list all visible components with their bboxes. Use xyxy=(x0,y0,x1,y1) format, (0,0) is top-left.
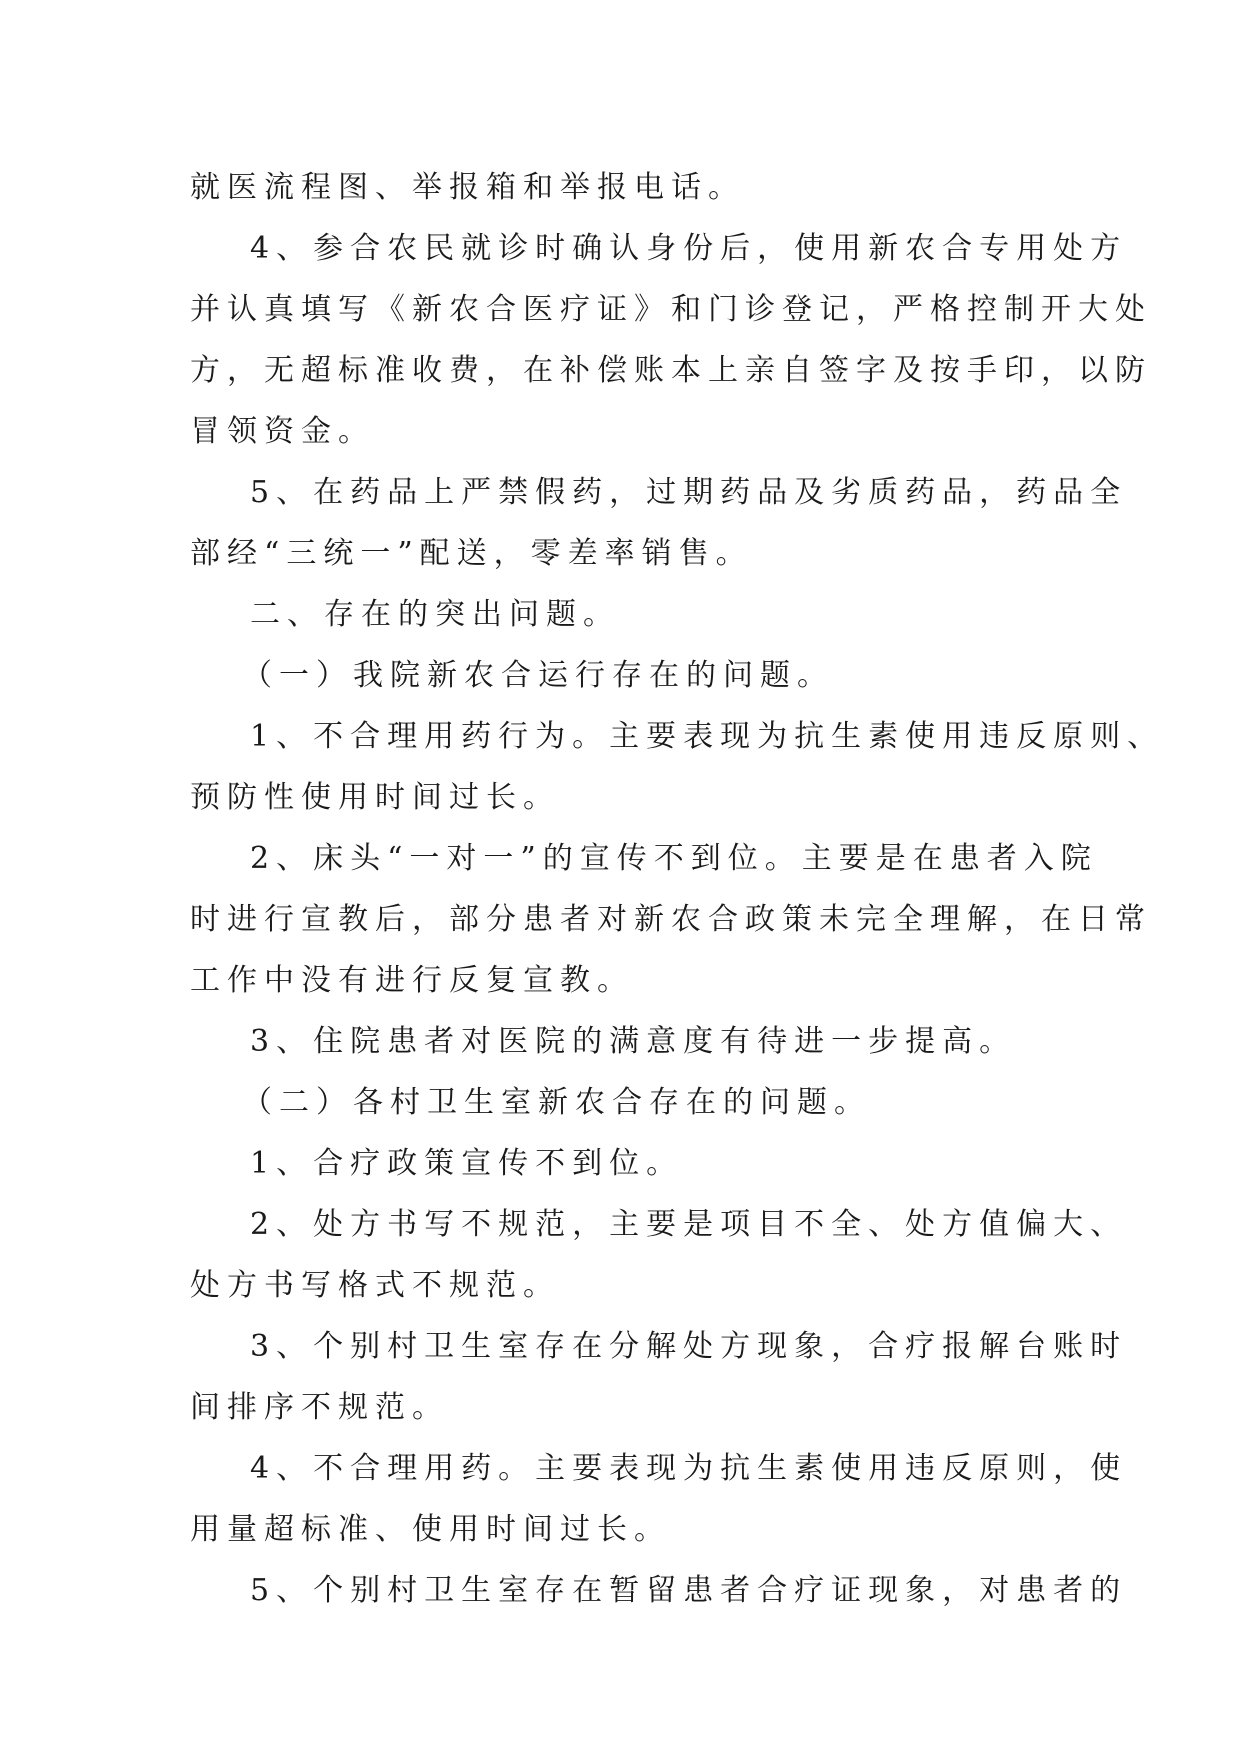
text-line: 1、不合理用药行为。主要表现为抗生素使用违反原则、 xyxy=(250,719,1165,754)
text-line: 就医流程图、举报箱和举报电话。 xyxy=(190,170,745,205)
text-line: 处方书写格式不规范。 xyxy=(190,1268,560,1303)
document-body xyxy=(190,157,1165,1621)
text-line: 5、在药品上严禁假药，过期药品及劣质药品，药品全 xyxy=(250,475,1128,510)
text-line: 冒领资金。 xyxy=(190,414,375,449)
text-line: 部经“三统一”配送，零差率销售。 xyxy=(190,536,753,571)
text-line: 并认真填写《新农合医疗证》和门诊登记，严格控制开大处 xyxy=(190,292,1152,327)
text-line: 4、不合理用药。主要表现为抗生素使用违反原则，使 xyxy=(250,1451,1128,1486)
subsection-heading: （一）我院新农合运行存在的问题。 xyxy=(242,658,834,693)
text-line: 3、个别村卫生室存在分解处方现象，合疗报解台账时 xyxy=(250,1329,1128,1364)
text-line: 2、处方书写不规范，主要是项目不全、处方值偏大、 xyxy=(250,1207,1128,1242)
text-line: 用量超标准、使用时间过长。 xyxy=(190,1512,671,1547)
text-line: 4、参合农民就诊时确认身份后，使用新农合专用处方 xyxy=(250,231,1128,266)
section-heading: 二、存在的突出问题。 xyxy=(250,597,620,632)
text-line: 工作中没有进行反复宣教。 xyxy=(190,963,634,998)
text-line: 时进行宣教后，部分患者对新农合政策未完全理解，在日常 xyxy=(190,902,1152,937)
text-line: 2、床头“一对一”的宣传不到位。主要是在患者入院 xyxy=(250,841,1098,876)
text-line: 3、住院患者对医院的满意度有待进一步提高。 xyxy=(250,1024,1017,1059)
subsection-heading: （二）各村卫生室新农合存在的问题。 xyxy=(242,1085,871,1120)
text-line: 方，无超标准收费，在补偿账本上亲自签字及按手印，以防 xyxy=(190,353,1152,388)
text-line: 间排序不规范。 xyxy=(190,1390,449,1425)
text-line: 5、个别村卫生室存在暂留患者合疗证现象，对患者的 xyxy=(250,1573,1128,1608)
text-line: 预防性使用时间过长。 xyxy=(190,780,560,815)
text-line: 1、合疗政策宣传不到位。 xyxy=(250,1146,684,1181)
